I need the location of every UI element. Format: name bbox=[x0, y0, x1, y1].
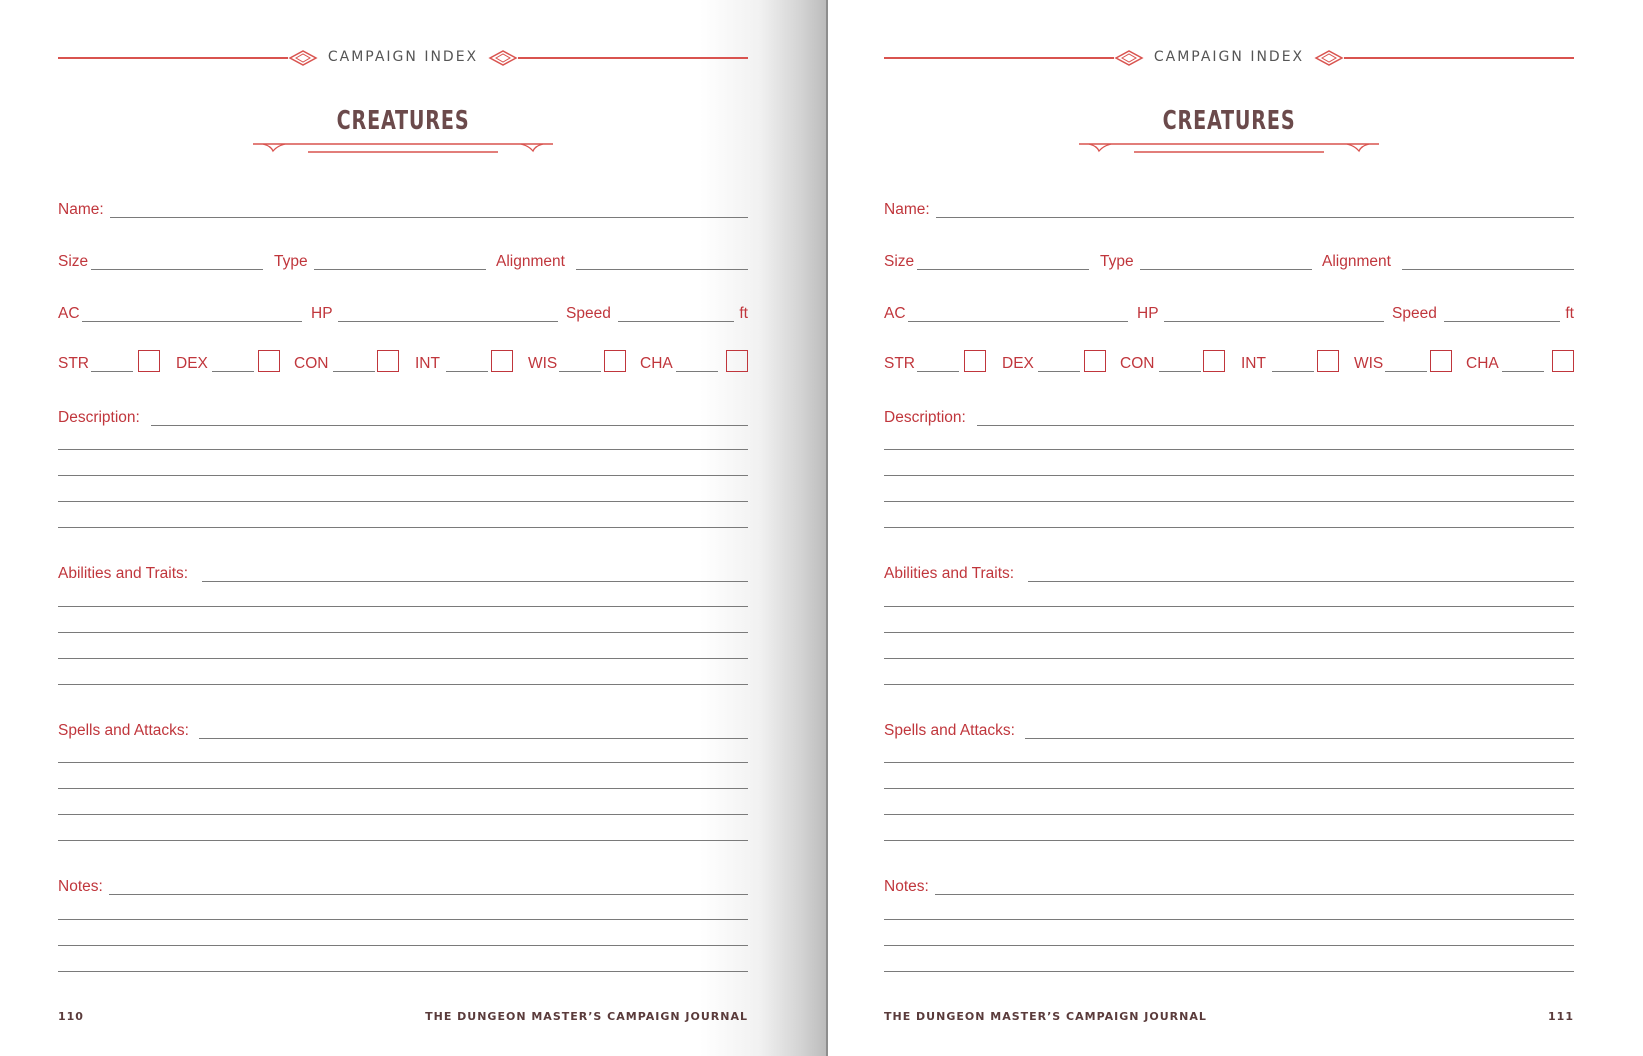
con-box[interactable] bbox=[377, 350, 399, 372]
abilities-line[interactable] bbox=[884, 632, 1574, 633]
abilities-line[interactable] bbox=[58, 606, 748, 607]
spells-label: Spells and Attacks: bbox=[58, 722, 189, 739]
alignment-label: Alignment bbox=[496, 253, 565, 270]
abilities-line[interactable] bbox=[884, 658, 1574, 659]
abilities-label: Abilities and Traits: bbox=[884, 565, 1015, 582]
speed-line[interactable] bbox=[618, 321, 734, 322]
description-line[interactable] bbox=[58, 501, 748, 502]
notes-line[interactable] bbox=[58, 919, 748, 920]
abilities-line[interactable] bbox=[58, 658, 748, 659]
int-box[interactable] bbox=[1317, 350, 1339, 372]
name-line[interactable] bbox=[110, 217, 748, 218]
str-box[interactable] bbox=[964, 350, 986, 372]
ac-hp-speed-row bbox=[884, 300, 1574, 326]
dex-label: DEX bbox=[176, 355, 208, 372]
name-label: Name: bbox=[58, 201, 104, 218]
abilities-line[interactable] bbox=[884, 606, 1574, 607]
cha-box[interactable] bbox=[1552, 350, 1574, 372]
section-heading bbox=[884, 106, 1574, 136]
description-field bbox=[58, 404, 748, 430]
spells-line[interactable] bbox=[1025, 738, 1574, 739]
notes-label: Notes: bbox=[58, 878, 103, 895]
spells-label: Spells and Attacks: bbox=[884, 722, 1015, 739]
diamond-ornament-icon bbox=[288, 48, 318, 68]
header-rule-left bbox=[884, 57, 1114, 59]
notes-line[interactable] bbox=[58, 945, 748, 946]
speed-label: Speed bbox=[566, 305, 611, 322]
dex-line[interactable] bbox=[1038, 371, 1080, 372]
size-line[interactable] bbox=[917, 269, 1089, 270]
int-line[interactable] bbox=[446, 371, 488, 372]
cha-line[interactable] bbox=[1502, 371, 1544, 372]
spells-line[interactable] bbox=[199, 738, 748, 739]
size-line[interactable] bbox=[91, 269, 263, 270]
ac-label: AC bbox=[58, 305, 80, 322]
wis-label: WIS bbox=[1354, 355, 1384, 372]
alignment-line[interactable] bbox=[1402, 269, 1574, 270]
name-field bbox=[58, 196, 748, 222]
dex-label: DEX bbox=[1002, 355, 1034, 372]
wis-label: WIS bbox=[528, 355, 558, 372]
wis-box[interactable] bbox=[1430, 350, 1452, 372]
title-underline-ornament-icon bbox=[1079, 140, 1379, 160]
section-title: CREATURES bbox=[1162, 106, 1296, 136]
description-line[interactable] bbox=[58, 475, 748, 476]
con-label: CON bbox=[294, 355, 329, 372]
description-label: Description: bbox=[884, 409, 966, 426]
footer-book-title: THE DUNGEON MASTER’S CAMPAIGN JOURNAL bbox=[425, 1010, 748, 1023]
speed-unit: ft bbox=[739, 305, 748, 322]
page-number: 110 bbox=[58, 1010, 84, 1023]
dex-box[interactable] bbox=[258, 350, 280, 372]
header-title: CAMPAIGN INDEX bbox=[327, 49, 479, 65]
size-label: Size bbox=[58, 253, 89, 270]
ac-line[interactable] bbox=[908, 321, 1128, 322]
type-label: Type bbox=[1100, 253, 1134, 270]
abilities-line[interactable] bbox=[58, 684, 748, 685]
con-box[interactable] bbox=[1203, 350, 1225, 372]
notes-line[interactable] bbox=[884, 919, 1574, 920]
description-line[interactable] bbox=[151, 425, 748, 426]
name-field bbox=[884, 196, 1574, 222]
abilities-field bbox=[884, 560, 1574, 586]
book-gutter bbox=[826, 0, 828, 1056]
dex-line[interactable] bbox=[212, 371, 254, 372]
spells-line[interactable] bbox=[58, 814, 748, 815]
str-line[interactable] bbox=[91, 371, 133, 372]
spells-line[interactable] bbox=[884, 840, 1574, 841]
speed-unit: ft bbox=[1565, 305, 1574, 322]
con-label: CON bbox=[1120, 355, 1155, 372]
spells-line[interactable] bbox=[884, 762, 1574, 763]
size-type-alignment-row bbox=[58, 248, 748, 274]
con-line[interactable] bbox=[1159, 371, 1201, 372]
cha-label: CHA bbox=[1466, 355, 1499, 372]
cha-box[interactable] bbox=[726, 350, 748, 372]
campaign-index-header bbox=[58, 48, 748, 68]
size-label: Size bbox=[884, 253, 915, 270]
dex-box[interactable] bbox=[1084, 350, 1106, 372]
abilities-line[interactable] bbox=[58, 632, 748, 633]
hp-line[interactable] bbox=[1164, 321, 1384, 322]
size-type-alignment-row bbox=[884, 248, 1574, 274]
diamond-ornament-icon bbox=[1114, 48, 1144, 68]
header-rule-right bbox=[518, 57, 748, 59]
abilities-line[interactable] bbox=[884, 684, 1574, 685]
wis-line[interactable] bbox=[559, 371, 601, 372]
hp-label: HP bbox=[311, 305, 333, 322]
spells-line[interactable] bbox=[884, 814, 1574, 815]
name-label: Name: bbox=[884, 201, 930, 218]
alignment-line[interactable] bbox=[576, 269, 748, 270]
abilities-line[interactable] bbox=[202, 581, 748, 582]
abilities-field bbox=[58, 560, 748, 586]
str-line[interactable] bbox=[917, 371, 959, 372]
ac-label: AC bbox=[884, 305, 906, 322]
type-label: Type bbox=[274, 253, 308, 270]
description-line[interactable] bbox=[884, 501, 1574, 502]
header-rule-left bbox=[58, 57, 288, 59]
type-line[interactable] bbox=[314, 269, 486, 270]
notes-line[interactable] bbox=[935, 894, 1574, 895]
abilities-label: Abilities and Traits: bbox=[58, 565, 189, 582]
speed-label: Speed bbox=[1392, 305, 1437, 322]
diamond-ornament-icon bbox=[1314, 48, 1344, 68]
description-line[interactable] bbox=[977, 425, 1574, 426]
ac-hp-speed-row bbox=[58, 300, 748, 326]
name-line[interactable] bbox=[936, 217, 1574, 218]
footer-book-title: THE DUNGEON MASTER’S CAMPAIGN JOURNAL bbox=[884, 1010, 1207, 1023]
spells-line[interactable] bbox=[58, 762, 748, 763]
spells-field bbox=[884, 717, 1574, 743]
int-label: INT bbox=[415, 355, 440, 372]
notes-line[interactable] bbox=[884, 971, 1574, 972]
description-line[interactable] bbox=[884, 527, 1574, 528]
description-line[interactable] bbox=[58, 449, 748, 450]
description-line[interactable] bbox=[58, 527, 748, 528]
cha-line[interactable] bbox=[676, 371, 718, 372]
title-underline-ornament-icon bbox=[253, 140, 553, 160]
spells-field bbox=[58, 717, 748, 743]
int-box[interactable] bbox=[491, 350, 513, 372]
spells-line[interactable] bbox=[58, 788, 748, 789]
notes-line[interactable] bbox=[58, 971, 748, 972]
campaign-index-header bbox=[884, 48, 1574, 68]
description-line[interactable] bbox=[884, 449, 1574, 450]
notes-line[interactable] bbox=[109, 894, 748, 895]
str-box[interactable] bbox=[138, 350, 160, 372]
cha-label: CHA bbox=[640, 355, 673, 372]
page-number: 111 bbox=[1548, 1010, 1574, 1023]
notes-label: Notes: bbox=[884, 878, 929, 895]
description-field bbox=[884, 404, 1574, 430]
notes-field bbox=[58, 873, 748, 899]
hp-label: HP bbox=[1137, 305, 1159, 322]
diamond-ornament-icon bbox=[488, 48, 518, 68]
int-line[interactable] bbox=[1272, 371, 1314, 372]
section-title: CREATURES bbox=[336, 106, 470, 136]
speed-line[interactable] bbox=[1444, 321, 1560, 322]
abilities-line[interactable] bbox=[1028, 581, 1574, 582]
str-label: STR bbox=[58, 355, 89, 372]
hp-line[interactable] bbox=[338, 321, 558, 322]
spells-line[interactable] bbox=[58, 840, 748, 841]
header-rule-right bbox=[1344, 57, 1574, 59]
header-title: CAMPAIGN INDEX bbox=[1153, 49, 1305, 65]
ac-line[interactable] bbox=[82, 321, 302, 322]
right-page bbox=[826, 0, 1643, 1056]
description-label: Description: bbox=[58, 409, 140, 426]
wis-line[interactable] bbox=[1385, 371, 1427, 372]
type-line[interactable] bbox=[1140, 269, 1312, 270]
str-label: STR bbox=[884, 355, 915, 372]
notes-line[interactable] bbox=[884, 945, 1574, 946]
ability-scores-row bbox=[884, 350, 1574, 376]
con-line[interactable] bbox=[333, 371, 375, 372]
spells-line[interactable] bbox=[884, 788, 1574, 789]
int-label: INT bbox=[1241, 355, 1266, 372]
ability-scores-row bbox=[58, 350, 748, 376]
wis-box[interactable] bbox=[604, 350, 626, 372]
notes-field bbox=[884, 873, 1574, 899]
alignment-label: Alignment bbox=[1322, 253, 1391, 270]
section-heading bbox=[58, 106, 748, 136]
description-line[interactable] bbox=[884, 475, 1574, 476]
